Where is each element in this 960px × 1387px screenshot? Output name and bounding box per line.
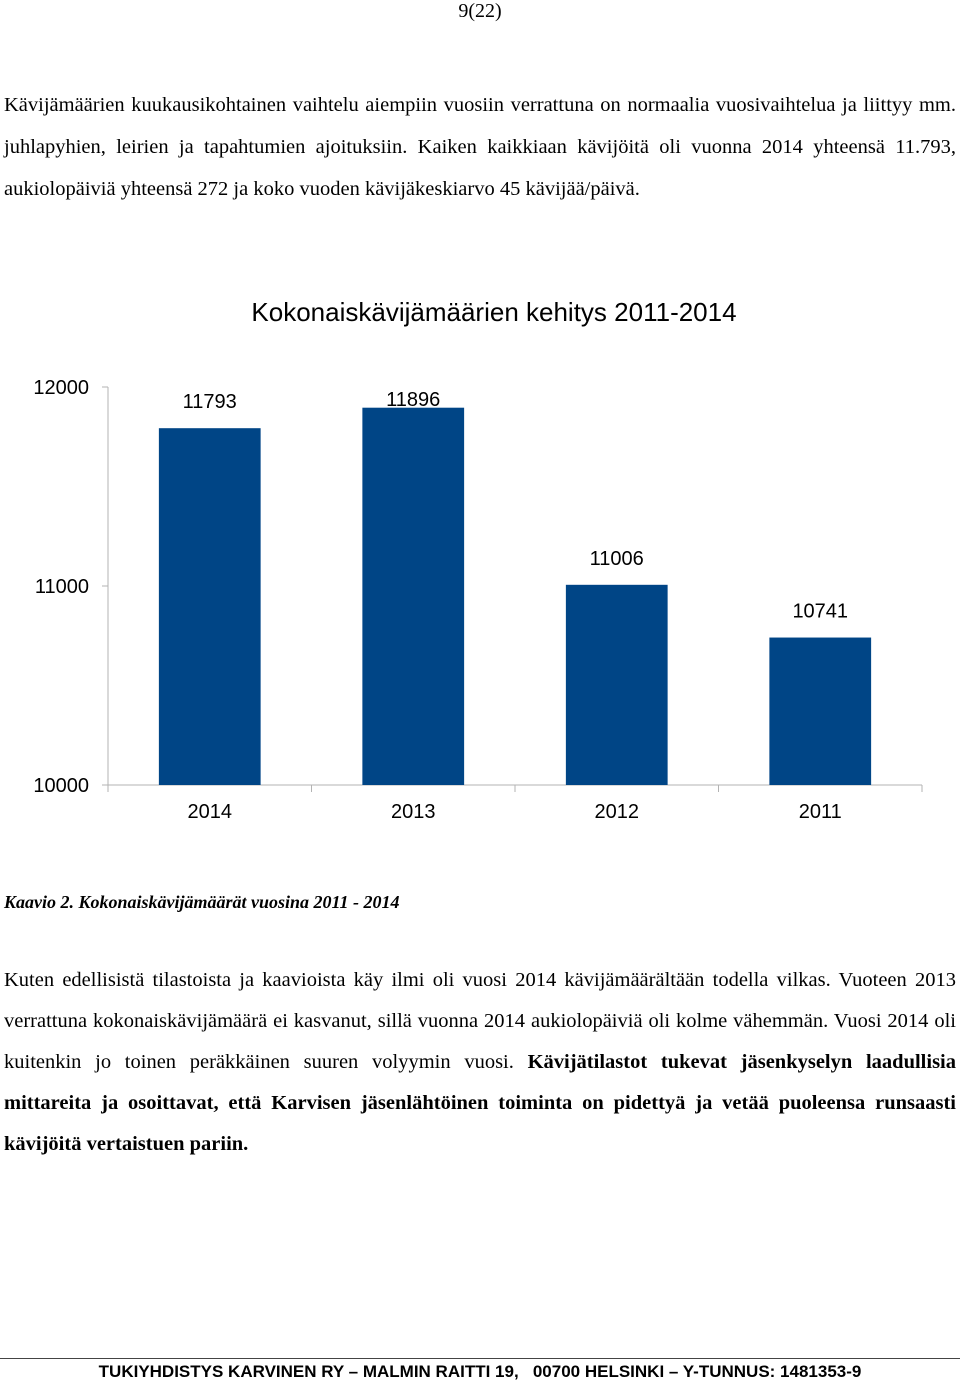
body-paragraph [4,960,956,1165]
bar-2011 [769,638,871,785]
body-paragraph-bold: Kävijätilastot tukevat jäsenkyselyn laadullisia mittareita ja osoittavat, että Karvisen jäsenlähtöinen toiminta on pidettyä ja vetää puoleensa runsaasti kävijöitä vertaistuen pariin. [4,1051,956,1155]
bar-2012 [566,585,668,785]
page-number: 9(22) [458,0,502,22]
bar-chart-svg [0,280,960,840]
bar-chart [0,280,960,840]
x-tick-label: 2013 [391,801,436,823]
y-tick-label: 10000 [33,775,89,797]
x-tick-label: 2011 [798,801,842,823]
bar-2013 [362,408,464,785]
y-tick-label: 12000 [33,377,89,399]
footer-divider [0,1358,960,1359]
bar-2014 [159,428,261,785]
x-tick-label: 2014 [187,801,232,823]
footer: TUKIYHDISTYS KARVINEN RY – MALMIN RAITTI 19, 00700 HELSINKI – Y-TUNNUS: 1481353-9 [98,1362,862,1381]
intro-paragraph: Kävijämäärien kuukausikohtainen vaihtelu aiempiin vuosiin verrattuna on normaalia vuosivaihtelua ja liittyy mm. juhlapyhien, leirien ja tapahtumien ajoituksiin. Kaiken kaikkiaan kävijöitä oli vuonna 2014 yhteensä 11.793, aukiolopäiviä yhteensä 272 ja koko vuoden kävijäkeskiarvo 45 kävijää/päivä. [4,94,956,200]
x-tick-label: 2012 [594,801,639,823]
y-tick-label: 11000 [34,576,89,598]
data-label: 10741 [792,600,849,623]
data-label: 11006 [589,547,644,570]
chart-title: Kokonaiskävijämäärien kehitys 2011-2014 [251,297,737,327]
data-label: 11793 [182,391,237,414]
body-paragraph-normal: Kuten edellisistä tilastoista ja kaavioista käy ilmi oli vuosi 2014 kävijämäärältään todella vilkas. Vuoteen 2013 verrattuna kokonaiskävijämäärä ei kasvanut, sillä vuonna 2014 aukiolopäiviä oli kolme vähemmän. Vuosi 2014 oli kuitenkin jo toinen peräkkäinen suuren volyymin vuosi. [4,969,956,1073]
data-label: 11896 [386,389,441,411]
chart-caption: Kaavio 2. Kokonaiskävijämäärät vuosina 2011 - 2014 [4,892,400,912]
